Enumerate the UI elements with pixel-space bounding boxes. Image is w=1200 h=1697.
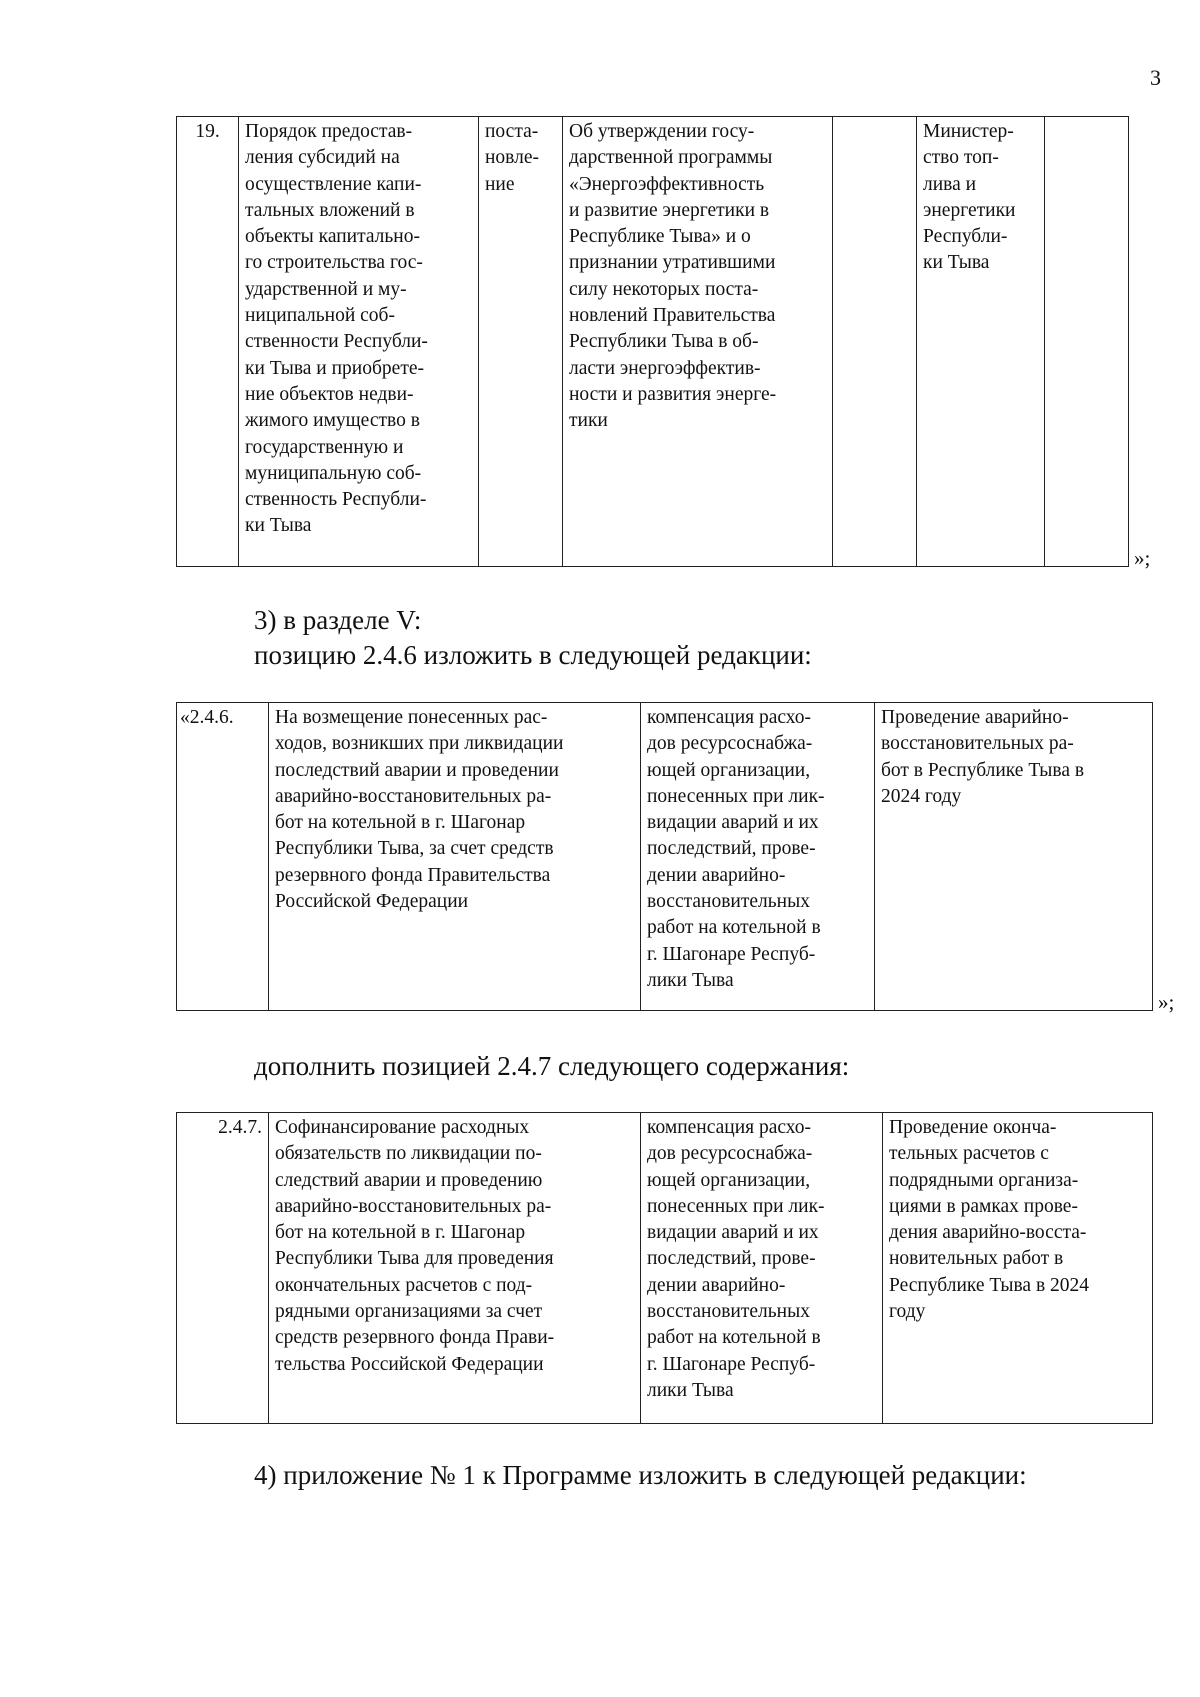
purpose-cell: компенсация расхо- дов ресурсоснабжа- ющей организации, понесенных при лик- видации аварий и их последствий, прове- дении аварийно- восстановительных работ на котельной в г. Шагонаре Респуб- лики Тыва xyxy=(641,1113,883,1424)
page-number: 3 xyxy=(1150,65,1161,90)
act-title-cell: Об утверждении госу- дарственной программы «Энергоэффективность и развитие энергетики в Республике Тыва» и о признании утратившими силу некоторых поста- новлений Правительства Республики Тыва в об- ласти энергоэффектив- ности и развития энерге- тики xyxy=(563,117,833,567)
position-number-cell: 19. xyxy=(177,117,239,567)
empty-cell xyxy=(833,117,917,567)
act-name-cell: Порядок предостав- ления субсидий на осуществление капи- тальных вложений в объекты капитально- го строительства гос- ударственной и му- ниципальной соб- ственности Республи- ки Тыва и приобрете- ние объектов недви- жимого имущество в государственную и муниципальную соб- ственность Республи- ки Тыва xyxy=(239,117,479,567)
result-cell: Проведение оконча- тельных расчетов с подрядными организа- циями в рамках прове- дения аварийно-восста- новительных работ в Республике Тыва в 2024 году xyxy=(883,1113,1153,1424)
purpose-cell: компенсация расхо- дов ресурсоснабжа- ющей организации, понесенных при лик- видации аварий и их последствий, прове- дении аварийно- восстановительных работ на котельной в г. Шагонаре Респуб- лики Тыва xyxy=(641,703,875,1011)
responsible-cell: Министер- ство топ- лива и энергетики Республи- ки Тыва xyxy=(917,117,1045,567)
paragraph-section-5: 3) в разделе V: xyxy=(254,605,422,635)
act-type-cell: поста- новле- ние xyxy=(479,117,563,567)
table-row xyxy=(177,1113,1153,1424)
description-cell: Софинансирование расходных обязательств по ликвидации по- следствий аварии и проведению аварийно-восстановительных ра- бот на котельной в г. Шагонар Республики Тыва для проведения окончательных расчетов с под- рядными организациями за счет средств резервного фонда Прави- тельства Российской Федерации xyxy=(269,1113,641,1424)
paragraph-appendix-1: 4) приложение № 1 к Программе изложить в следующей редакции: xyxy=(254,1460,1027,1490)
table-row xyxy=(177,117,1129,567)
closing-quote-mark: »; xyxy=(1158,990,1175,1014)
document-table-position-19 xyxy=(176,116,1129,567)
paragraph-add-247: дополнить позицией 2.4.7 следующего содержания: xyxy=(254,1051,850,1081)
empty-cell-last xyxy=(1045,117,1129,567)
document-table-position-246 xyxy=(176,702,1153,1011)
closing-quote-mark: »; xyxy=(1134,546,1151,570)
table-row xyxy=(177,703,1153,1011)
document-table-position-247 xyxy=(176,1112,1153,1424)
result-cell: Проведение аварийно- восстановительных ра- бот в Республике Тыва в 2024 году xyxy=(875,703,1153,1011)
paragraph-position-246: позицию 2.4.6 изложить в следующей редакции: xyxy=(254,640,812,670)
position-number-cell: «2.4.6. xyxy=(177,703,269,1011)
description-cell: На возмещение понесенных рас- ходов, возникших при ликвидации последствий аварии и проведении аварийно-восстановительных ра- бот на котельной в г. Шагонар Республики Тыва, за счет средств резервного фонда Правительства Российской Федерации xyxy=(269,703,641,1011)
position-number-cell: 2.4.7. xyxy=(177,1113,269,1424)
